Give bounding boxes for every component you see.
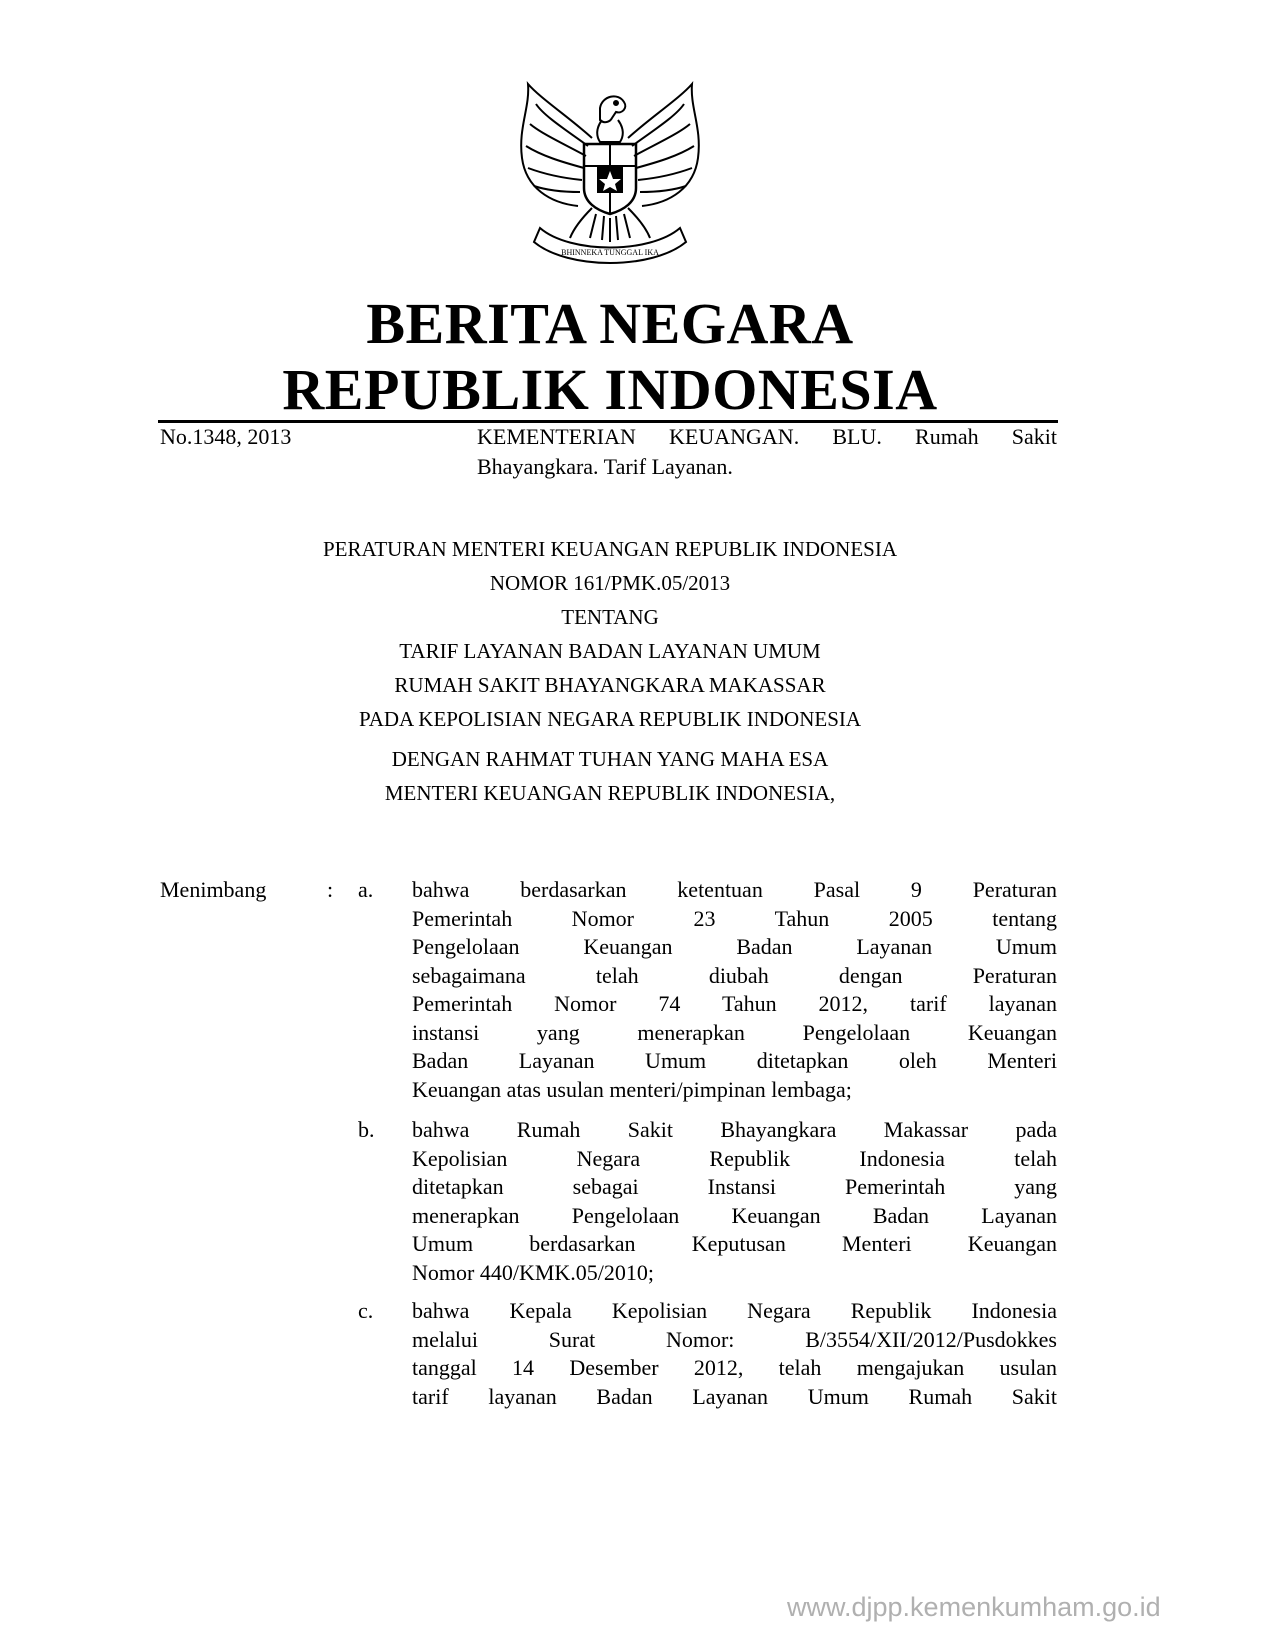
menimbang-colon: : — [327, 877, 334, 902]
paragraph-line: Nomor 440/KMK.05/2010; — [412, 1259, 654, 1285]
paragraph-line: Pemerintah Nomor 23 Tahun 2005 tentang — [412, 905, 1057, 931]
heading-line: RUMAH SAKIT BHAYANGKARA MAKASSAR — [394, 673, 826, 697]
paragraph-line: Keuangan atas usulan menteri/pimpinan lembaga; — [412, 1076, 852, 1102]
gazette-subject-line2: Bhayangkara. Tarif Layanan. — [477, 454, 733, 479]
item-letter: c. — [358, 1298, 374, 1323]
masthead-title-line2: REPUBLIK INDONESIA — [282, 357, 938, 422]
paragraph-line: ditetapkan sebagai Instansi Pemerintah yang — [412, 1174, 1057, 1199]
paragraph-line: Pengelolaan Keuangan Badan Layanan Umum — [412, 934, 1057, 959]
paragraph-line: melalui Surat Nomor: B/3554/XII/2012/Pusdokkes — [412, 1326, 1057, 1352]
paragraph-line: tanggal 14 Desember 2012, telah mengajukan usulan — [412, 1355, 1057, 1380]
paragraph-line: sebagaimana telah diubah dengan Peraturan — [412, 962, 1057, 988]
heading-line: MENTERI KEUANGAN REPUBLIK INDONESIA, — [384, 781, 836, 805]
heading-line: NOMOR 161/PMK.05/2013 — [489, 571, 731, 595]
masthead-title-line1: BERITA NEGARA — [366, 291, 854, 356]
paragraph-line: Kepolisian Negara Republik Indonesia telah — [412, 1145, 1057, 1171]
paragraph-line: Pemerintah Nomor 74 Tahun 2012, tarif layanan — [412, 991, 1057, 1016]
paragraph-line: tarif layanan Badan Layanan Umum Rumah Sakit — [412, 1383, 1057, 1409]
paragraph-line: Umum berdasarkan Keputusan Menteri Keuangan — [412, 1231, 1057, 1256]
heading-line: TENTANG — [561, 605, 659, 629]
item-paragraph-c — [412, 1297, 1057, 1411]
paragraph-line: Badan Layanan Umum ditetapkan oleh Menteri — [412, 1048, 1057, 1073]
garuda-emblem-icon — [500, 78, 720, 278]
svg-text:BHINNEKA TUNGGAL IKA: BHINNEKA TUNGGAL IKA — [561, 248, 659, 257]
gazette-subject-line1: KEMENTERIAN KEUANGAN. BLU. Rumah Sakit — [477, 424, 1057, 449]
paragraph-line: bahwa Kepala Kepolisian Negara Republik Indonesia — [412, 1298, 1057, 1323]
item-letter: b. — [358, 1117, 375, 1142]
gazette-number: No.1348, 2013 — [160, 424, 292, 449]
heading-line: DENGAN RAHMAT TUHAN YANG MAHA ESA — [391, 747, 829, 771]
heading-line: PADA KEPOLISIAN NEGARA REPUBLIK INDONESIA — [358, 707, 862, 731]
paragraph-line: instansi yang menerapkan Pengelolaan Keuangan — [412, 1019, 1057, 1045]
paragraph-line: menerapkan Pengelolaan Keuangan Badan Layanan — [412, 1202, 1057, 1228]
item-paragraph-a — [412, 876, 1057, 1104]
menimbang-label: Menimbang — [160, 877, 267, 902]
item-letter: a. — [358, 877, 374, 902]
paragraph-line: bahwa Rumah Sakit Bhayangkara Makassar pada — [412, 1117, 1057, 1142]
paragraph-line: bahwa berdasarkan ketentuan Pasal 9 Peraturan — [412, 877, 1057, 902]
gazette-subject — [477, 422, 1057, 482]
footer-url-watermark: www.djpp.kemenkumham.go.id — [787, 1592, 1161, 1622]
item-paragraph-b — [412, 1116, 1057, 1287]
heading-line: TARIF LAYANAN BADAN LAYANAN UMUM — [399, 639, 821, 663]
heading-line: PERATURAN MENTERI KEUANGAN REPUBLIK INDONESIA — [323, 537, 897, 561]
regulation-heading — [160, 532, 1060, 810]
